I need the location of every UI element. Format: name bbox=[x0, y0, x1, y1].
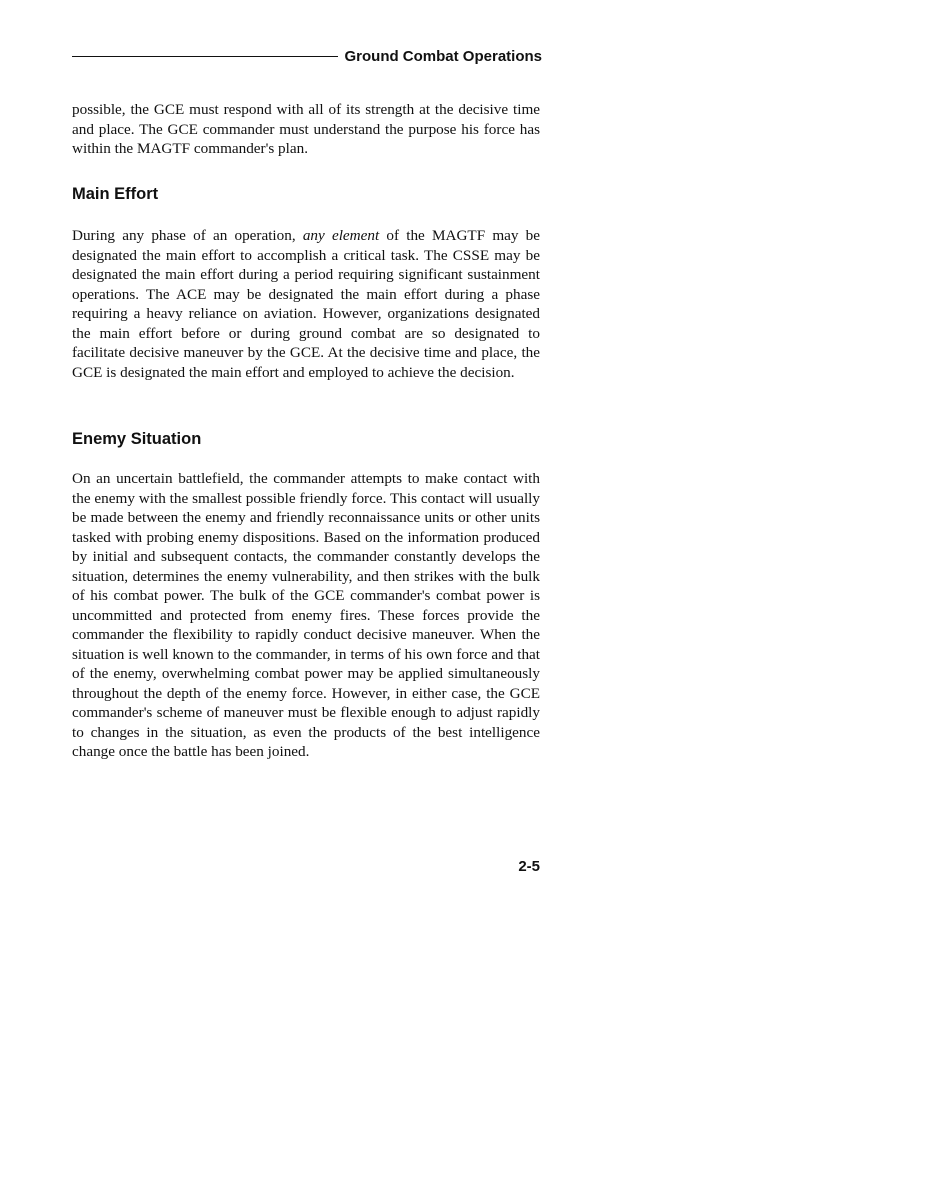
main-effort-text-end: of the MAGTF may be designated the main effort to accomplish a critical task. The CSSE may be designated the main effort during a period requiring significant sustainment operations. The ACE may be designated the main effort during a phase requiring a heavy reliance on aviation. However, organizations designated the main effort before or during ground combat are so designated to facilitate decisive maneuver by the GCE. At the decisive time and place, the GCE is designated the main effort and employed to achieve the decision. bbox=[72, 227, 541, 381]
main-effort-text-start: During any phase of an operation, bbox=[72, 227, 303, 244]
section-heading-enemy-situation: Enemy Situation bbox=[72, 430, 202, 448]
main-effort-italic-text: any element bbox=[302, 227, 380, 244]
header-rule bbox=[72, 56, 338, 57]
header-title: Ground Combat Operations bbox=[344, 47, 542, 65]
main-effort-paragraph bbox=[72, 226, 540, 382]
section-heading-main-effort: Main Effort bbox=[72, 185, 159, 203]
page-number: 2-5 bbox=[518, 858, 540, 875]
running-header bbox=[72, 46, 542, 66]
intro-paragraph: possible, the GCE must respond with all of its strength at the decisive time and place. The GCE commander must understand the purpose his force has within the MAGTF commander's plan. bbox=[72, 101, 540, 157]
enemy-situation-paragraph: On an uncertain battlefield, the commander attempts to make contact with the enemy with the smallest possible friendly force. This contact will usually be made between the enemy and friendly reconnaissance units or other units tasked with probing enemy dispositions. Based on the information produced by initial and subsequent contacts, the commander constantly develops the situation, determines the enemy vulnerability, and then strikes with the bulk of his combat power. The bulk of the GCE commander's combat power is uncommitted and protected from enemy fires. These forces provide the commander the flexibility to rapidly conduct decisive maneuver. When the situation is well known to the commander, in terms of his own force and that of the enemy, overwhelming combat power may be applied simultaneously throughout the depth of the enemy force. However, in either case, the GCE commander's scheme of maneuver must be flexible enough to adjust rapidly to changes in the situation, as even the products of the best intelligence change once the battle has been joined. bbox=[72, 470, 540, 760]
